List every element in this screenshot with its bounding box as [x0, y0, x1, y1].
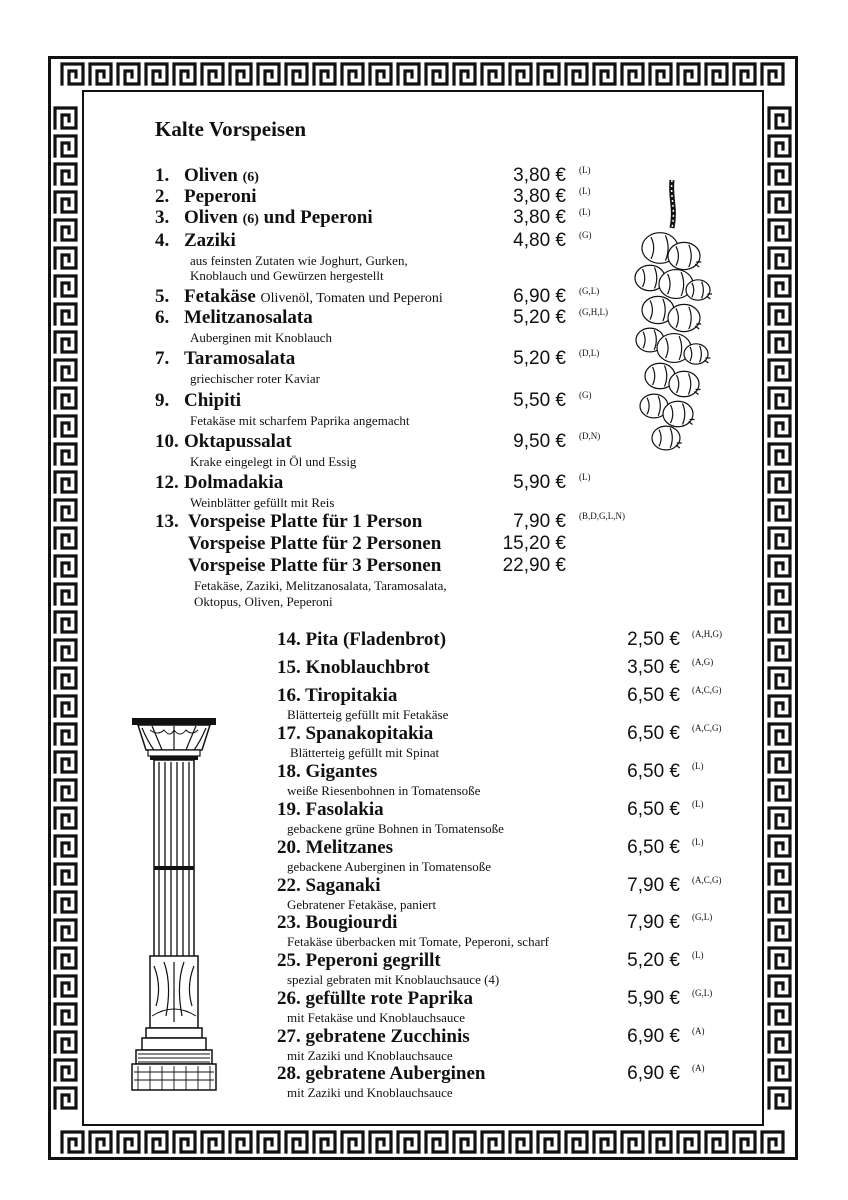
item-allergens: (L) — [579, 207, 591, 217]
item-allergens: (D,N) — [579, 431, 601, 441]
item-name — [184, 165, 259, 187]
item-name-text: Fasolakia — [305, 799, 384, 820]
item-price: 6,50 € — [627, 761, 680, 782]
item-allergens: (L) — [579, 472, 591, 482]
item-number: 28. — [277, 1063, 301, 1084]
item-number: 14. — [277, 629, 301, 650]
item-price: 5,90 € — [627, 988, 680, 1009]
item-name-text: Tiropitakia — [305, 685, 398, 706]
item-allergens: (B,D,G,L,N) — [579, 511, 625, 521]
item-name — [184, 230, 236, 252]
item-name — [277, 912, 397, 934]
item-number: 12. — [155, 472, 179, 493]
item-allergens: (G,H,L) — [579, 307, 608, 317]
item-name — [277, 723, 433, 745]
item-price: 6,90 € — [627, 1063, 680, 1084]
item-description: weiße Riesenbohnen in Tomatensoße — [287, 783, 481, 798]
item-allergens: (A,G) — [692, 657, 714, 667]
item-number: 9. — [155, 390, 170, 411]
item-number: 18. — [277, 761, 301, 782]
item-price: 15,20 € — [502, 533, 566, 554]
item-name-text: Melitzanes — [305, 837, 394, 858]
item-price: 6,50 € — [627, 837, 680, 858]
item-name-text: Oliven — [184, 207, 238, 228]
item-name: Vorspeise Platte für 3 Personen — [188, 555, 442, 576]
item-allergens: (D,L) — [579, 348, 600, 358]
item-name — [277, 761, 377, 783]
item-number: 22. — [277, 875, 301, 896]
item-name-text: gefüllte rote Paprika — [305, 988, 473, 1009]
item-number: 13. — [155, 511, 179, 532]
item-name-text: Gigantes — [305, 761, 378, 782]
item-number: 20. — [277, 837, 301, 858]
item-description: aus feinsten Zutaten wie Joghurt, Gurken, — [190, 253, 408, 268]
item-description: Krake eingelegt in Öl und Essig — [190, 454, 357, 469]
item-description: Fetakäse, Zaziki, Melitzanosalata, Taramosalata, — [194, 578, 447, 593]
item-description: mit Zaziki und Knoblauchsauce — [287, 1085, 453, 1100]
item-price: 5,20 € — [513, 307, 566, 328]
item-allergens: (A,H,G) — [692, 629, 722, 639]
item-price: 6,90 € — [627, 1026, 680, 1047]
item-allergens: (G,L) — [579, 286, 600, 296]
item-allergens: (G) — [579, 230, 592, 240]
item-price: 9,50 € — [513, 431, 566, 452]
item-number: 26. — [277, 988, 301, 1009]
item-allergens: (G) — [579, 390, 592, 400]
item-name — [277, 685, 397, 707]
item-description: Auberginen mit Knoblauch — [190, 330, 333, 345]
item-description: Fetakäse mit scharfem Paprika angemacht — [190, 413, 410, 428]
item-price: 4,80 € — [513, 230, 566, 251]
item-number: 16. — [277, 685, 301, 706]
item-price: 6,50 € — [627, 723, 680, 744]
item-price: 6,90 € — [513, 286, 566, 307]
item-name — [277, 657, 430, 679]
item-name: Vorspeise Platte für 1 Person — [188, 511, 423, 532]
item-name — [184, 307, 313, 329]
item-name — [184, 390, 241, 412]
item-name-text: Fetakäse — [184, 286, 256, 307]
item-name — [184, 286, 443, 308]
item-price: 3,50 € — [627, 657, 680, 678]
item-allergens: (L) — [692, 950, 704, 960]
item-allergens: (L) — [692, 799, 704, 809]
item-name-text: gebratene Zucchinis — [305, 1026, 470, 1047]
item-price: 5,50 € — [513, 390, 566, 411]
item-number: 1. — [155, 165, 170, 186]
item-inline-description: Olivenöl, Tomaten und Peperoni — [260, 291, 443, 306]
item-name — [184, 186, 256, 208]
item-number: 27. — [277, 1026, 301, 1047]
item-name — [184, 431, 292, 453]
item-name: Vorspeise Platte für 2 Personen — [188, 533, 442, 554]
item-number: 2. — [155, 186, 170, 207]
item-description: Blätterteig gefüllt mit Spinat — [290, 745, 440, 760]
item-number: 25. — [277, 950, 301, 971]
item-name-text: Pita (Fladenbrot) — [305, 629, 447, 650]
item-allergens: (G,L) — [692, 988, 713, 998]
item-price: 2,50 € — [627, 629, 680, 650]
item-number: 17. — [277, 723, 301, 744]
item-price: 3,80 € — [513, 165, 566, 186]
item-name — [277, 799, 384, 821]
garlic-braid-illustration — [620, 178, 712, 460]
item-name-text: Oktapussalat — [184, 431, 292, 452]
item-name — [277, 1063, 485, 1085]
item-allergens: (A,C,G) — [692, 685, 722, 695]
item-number: 6. — [155, 307, 170, 328]
item-allergens: (L) — [692, 837, 704, 847]
item-allergens: (L) — [579, 165, 591, 175]
item-description: mit Fetakäse und Knoblauchsauce — [287, 1010, 465, 1025]
item-description: Knoblauch und Gewürzen hergestellt — [190, 268, 384, 283]
item-name-text: Dolmadakia — [184, 472, 284, 493]
item-price: 6,50 € — [627, 685, 680, 706]
item-count: (6) — [242, 212, 259, 227]
item-name-text: Chipiti — [184, 390, 242, 411]
item-name — [277, 837, 393, 859]
item-allergens: (A) — [692, 1026, 705, 1036]
greek-column-illustration — [128, 716, 220, 1100]
item-name — [277, 950, 441, 972]
item-description: Weinblätter gefüllt mit Reis — [190, 495, 335, 510]
item-name — [184, 207, 373, 229]
item-allergens: (A,C,G) — [692, 875, 722, 885]
item-description: Blätterteig gefüllt mit Fetakäse — [287, 707, 449, 722]
item-description: Fetakäse überbacken mit Tomate, Peperoni, scharf — [287, 934, 550, 949]
item-description: gebackene grüne Bohnen in Tomatensoße — [287, 821, 504, 836]
item-description: Gebratener Fetakäse, paniert — [287, 897, 437, 912]
item-name — [277, 1026, 470, 1048]
item-description: spezial gebraten mit Knoblauchsauce (4) — [287, 972, 500, 987]
item-price: 7,90 € — [627, 875, 680, 896]
item-name — [277, 875, 380, 897]
item-name-suffix: und Peperoni — [263, 207, 373, 228]
item-name-text: Taramosalata — [184, 348, 296, 369]
item-price: 5,20 € — [513, 348, 566, 369]
item-name-text: Spanakopitakia — [305, 723, 434, 744]
item-price: 5,20 € — [627, 950, 680, 971]
item-number: 3. — [155, 207, 170, 228]
item-price: 5,90 € — [513, 472, 566, 493]
item-name — [277, 629, 446, 651]
item-name-text: Oliven — [184, 165, 238, 186]
item-description: mit Zaziki und Knoblauchsauce — [287, 1048, 453, 1063]
item-allergens: (L) — [692, 761, 704, 771]
item-name — [184, 472, 283, 494]
item-price: 7,90 € — [627, 912, 680, 933]
item-allergens: (L) — [579, 186, 591, 196]
item-allergens: (G,L) — [692, 912, 713, 922]
item-name-text: gebratene Auberginen — [305, 1063, 486, 1084]
item-name-text: Melitzanosalata — [184, 307, 313, 328]
section-title: Kalte Vorspeisen — [155, 117, 307, 141]
item-name-text: Zaziki — [184, 230, 236, 251]
item-price: 3,80 € — [513, 186, 566, 207]
item-name-text: Peperoni — [184, 186, 257, 207]
item-name — [184, 348, 295, 370]
item-name-text: Peperoni gegrillt — [305, 950, 441, 971]
item-name-text: Bougiourdi — [305, 912, 398, 933]
item-number: 23. — [277, 912, 301, 933]
item-price: 22,90 € — [502, 555, 566, 576]
item-price: 3,80 € — [513, 207, 566, 228]
item-count: (6) — [242, 170, 259, 185]
item-name-text: Saganaki — [305, 875, 381, 896]
item-number: 19. — [277, 799, 301, 820]
item-description: gebackene Auberginen in Tomatensoße — [287, 859, 492, 874]
item-allergens: (A) — [692, 1063, 705, 1073]
item-number: 4. — [155, 230, 170, 251]
item-name — [277, 988, 473, 1010]
item-price: 7,90 € — [513, 511, 566, 532]
item-number: 7. — [155, 348, 170, 369]
item-allergens: (A,C,G) — [692, 723, 722, 733]
item-description: Oktopus, Oliven, Peperoni — [194, 594, 333, 609]
item-price: 6,50 € — [627, 799, 680, 820]
item-name-text: Knoblauchbrot — [305, 657, 430, 678]
item-number: 10. — [155, 431, 179, 452]
item-description: griechischer roter Kaviar — [190, 371, 320, 386]
item-number: 5. — [155, 286, 170, 307]
item-number: 15. — [277, 657, 301, 678]
